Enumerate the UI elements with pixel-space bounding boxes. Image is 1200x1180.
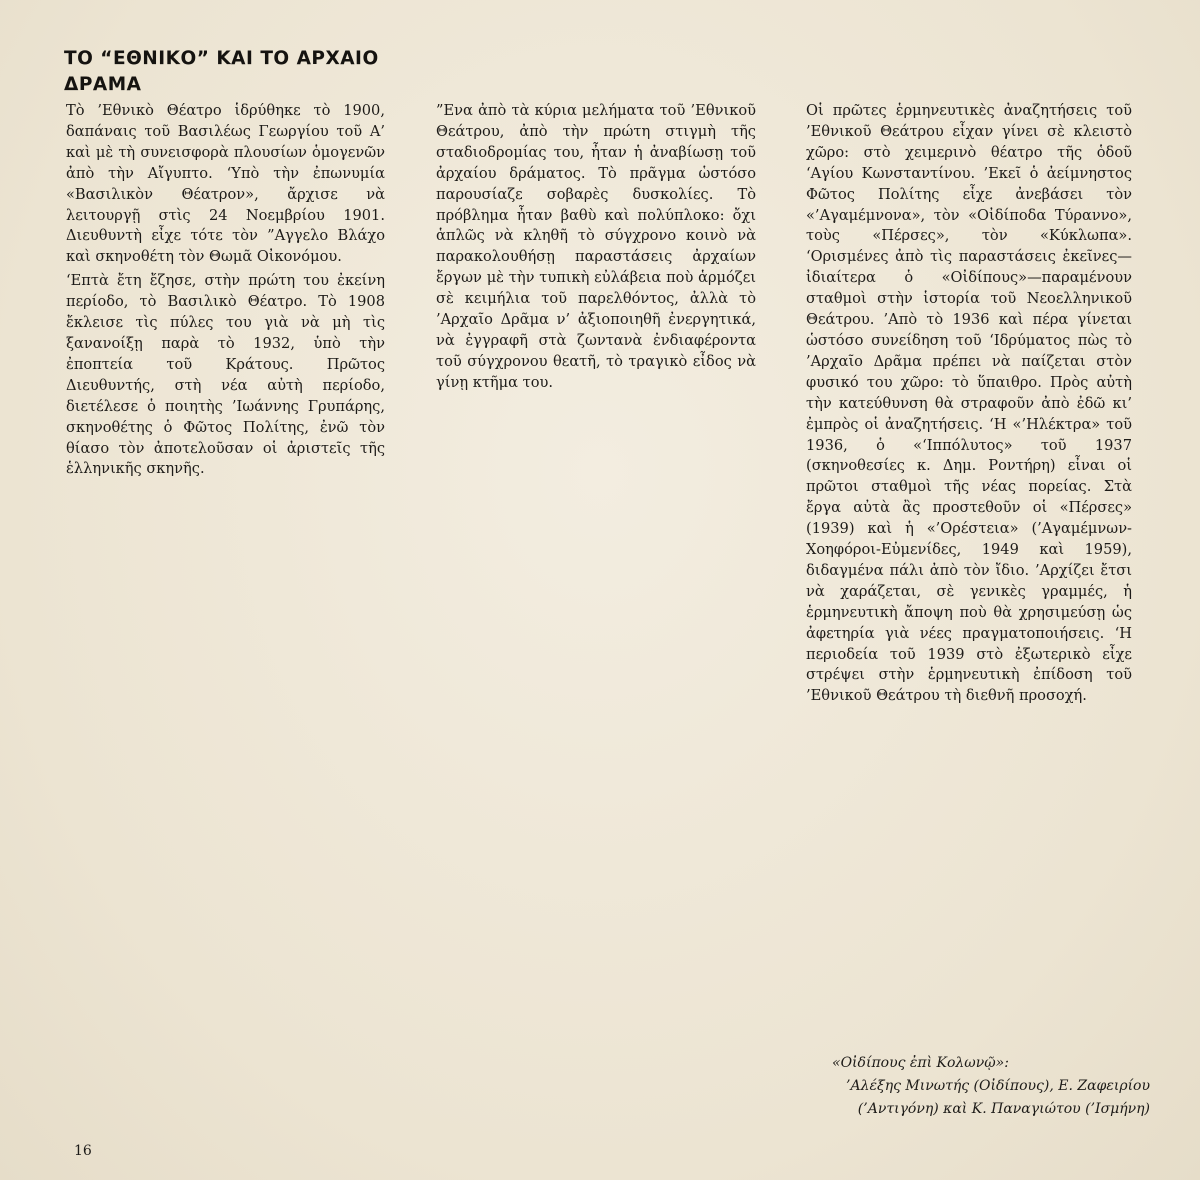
text-column-3 xyxy=(806,101,1132,707)
text-column-2 xyxy=(436,101,756,394)
photo-caption-line-2: (’Αντιγόνη) καὶ Κ. Παναγιώτου (’Ισμήνη) xyxy=(857,1101,1150,1117)
paragraph-founding: Τὸ ’Εθνικὸ Θέατρο ἱδρύθηκε τὸ 1900, δαπάναις τοῦ Βασιλέως Γεωργίου τοῦ Α’ καὶ μὲ τὴ συνεισφορὰ πλουσίων ὁμογενῶν ἀπὸ τὴν Αἴγυπτο. ‘Υπὸ τὴν ἐπωνυμία «Βασιλικὸν Θέατρον», ἄρχισε νὰ λειτουργῇ στὶς 24 Νοεμβρίου 1901. Διευθυντὴ εἶχε τότε τὸν ”Αγγελο Βλάχο καὶ σκηνοθέτη τὸν Θωμᾶ Οἰκονόμου. xyxy=(66,102,385,266)
paragraph-interpretive-search: Οἱ πρῶτες ἑρμηνευτικὲς ἀναζητήσεις τοῦ ’Εθνικοῦ Θεάτρου εἶχαν γίνει σὲ κλειστὸ χῶρο: στὸ χειμερινὸ θέατρο τῆς ὁδοῦ ‘Αγίου Κωνσταντίνου. ’Εκεῖ ὁ ἀείμνηστος Φῶτος Πολίτης εἶχε ἀνεβάσει τὸν «’Αγαμέμνονα», τὸν «Οἰδίποδα Τύραννο», τοὺς «Πέρσες», τὸν «Κύκλωπα». ‘Ορισμένες ἀπὸ τὶς παραστάσεις ἐκεῖνες—ἰδιαίτερα ὁ «Οἰδίπους»—παραμένουν σταθμοὶ στὴν ἱστορία τοῦ Νεοελληνικοῦ Θεάτρου. ’Απὸ τὸ 1936 καὶ πέρα γίνεται ὡστόσο συνείδηση τοῦ ‘Ιδρύματος πὼς τὸ ’Αρχαῖο Δρᾶμα πρέπει νὰ παίζεται στὸν φυσικό του χῶρο: τὸ ὕπαιθρο. Πρὸς αὐτὴ τὴν κατεύθυνση θὰ στραφοῦν ἀπὸ ἐδῶ κι’ ἐμπρὸς οἱ ἀναζητήσεις. ‘Η «’Ηλέκτρα» τοῦ 1936, ὁ «‘Ιππόλυτος» τοῦ 1937 (σκηνοθεσίες κ. Δημ. Ροντήρη) εἶναι οἱ πρῶτοι σταθμοὶ τῆς νέας πορείας. Στὰ ἔργα αὐτὰ ἂς προστεθοῦν οἱ «Πέρσες» (1939) καὶ ἡ «’Ορέστεια» (’Αγαμέμνων-Χοηφόροι-Εὐμενίδες, 1949 καὶ 1959), διδαγμένα πάλι ἀπὸ τὸν ἴδιο. ’Αρχίζει ἔτσι νὰ χαράζεται, σὲ γενικὲς γραμμές, ἡ ἑρμηνευτικὴ ἄποψη ποὺ θὰ χρησιμεύσῃ ὡς ἀφετηρία γιὰ νέες πραγματοποιήσεις. ‘Η περιοδεία τοῦ 1939 στὸ ἐξωτερικὸ εἶχε στρέψει στὴν ἑρμηνευτικὴ ἐπίδοση τοῦ ’Εθνικοῦ Θεάτρου τὴ διεθνῆ προσοχή. xyxy=(806,102,1132,705)
paragraph-ancient-drama-revival: ”Ενα ἀπὸ τὰ κύρια μελήματα τοῦ ’Εθνικοῦ Θεάτρου, ἀπὸ τὴν πρώτη στιγμὴ τῆς σταδιοδρομίας του, ἦταν ἡ ἀναβίωσῃ τοῦ ἀρχαίου δράματος. Τὸ πρᾶγμα ὡστόσο παρουσίαζε σοβαρὲς δυσκολίες. Τὸ πρόβλημα ἦταν βαθὺ καὶ πολύπλοκο: ὄχι ἁπλῶς νὰ κληθῆ τὸ σύγχρονο κοινὸ νὰ παρακολουθήσῃ παραστάσεις ἀρχαίων ἔργων μὲ τὴν τυπικὴ εὐλάβεια ποὺ ἁρμόζει σὲ κειμήλια τοῦ παρελθόντος, ἀλλὰ τὸ ’Αρχαῖο Δρᾶμα ν’ ἀξιοποιηθῆ ἐνεργητικά, νὰ ἐγγραφῆ στὰ ζωντανὰ ἐνδιαφέροντα τοῦ σύγχρονου θεατῆ, τὸ τραγικὸ εἶδος νὰ γίνῃ κτῆμα του. xyxy=(436,102,756,391)
article-title xyxy=(64,46,424,98)
text-column-1 xyxy=(66,101,385,480)
paragraph-royal-theatre: ‘Επτὰ ἔτη ἔζησε, στὴν πρώτη του ἐκείνη περίοδο, τὸ Βασιλικὸ Θέατρο. Τὸ 1908 ἔκλεισε τὶς πύλες του γιὰ νὰ μὴ τὶς ξανανοίξῃ παρὰ τὸ 1932, ὑπὸ τὴν ἐποπτεία τοῦ Κράτους. Πρῶτος Διευθυντής, στὴ νέα αὐτὴ περίοδο, διετέλεσε ὁ ποιητὴς ’Ιωάννης Γρυπάρης, σκηνοθέτης ὁ Φῶτος Πολίτης, ἐνῶ τὸν θίασο τὸν ἀποτελοῦσαν οἱ ἀριστεῖς τῆς ἑλληνικῆς σκηνῆς. xyxy=(66,272,385,478)
photo-caption xyxy=(790,1052,1150,1121)
photo-caption-title: «Οἰδίπους ἐπὶ Κολωνῷ»: xyxy=(832,1055,1009,1071)
page-number: 16 xyxy=(74,1143,92,1159)
photo-caption-line-1: ’Αλέξης Μινωτής (Οἰδίπους), Ε. Ζαφειρίου xyxy=(846,1078,1150,1094)
article-title-line-1: ΤΟ “ΕΘΝΙΚΟ” ΚΑΙ ΤΟ ΑΡΧΑΙΟ xyxy=(64,48,379,69)
article-title-line-2: ΔΡΑΜΑ xyxy=(64,74,142,95)
